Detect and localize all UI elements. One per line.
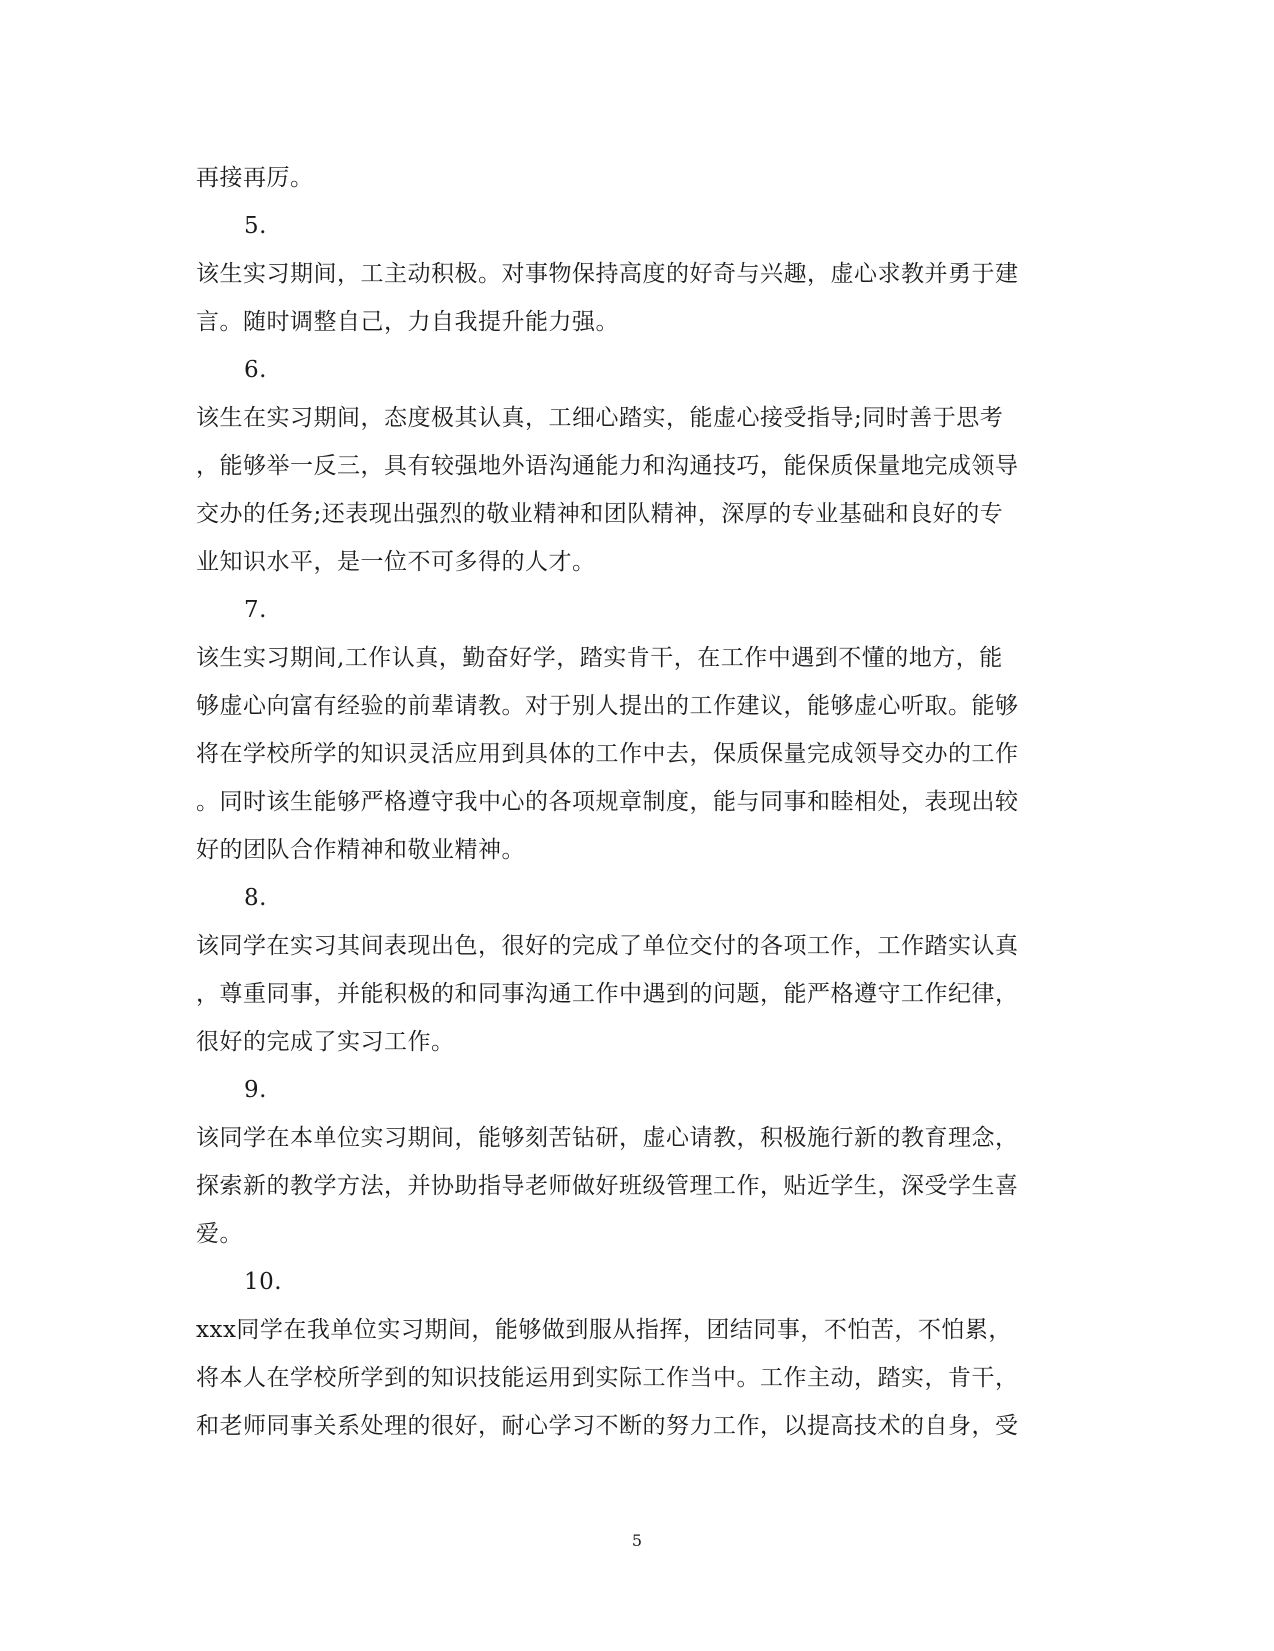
item-number: 8. [244, 885, 267, 911]
body-line: 好的团队合作精神和敬业精神。 [196, 837, 525, 863]
body-line: ，尊重同事，并能积极的和同事沟通工作中遇到的问题，能严格遵守工作纪律， [196, 981, 1019, 1007]
body-line: 够虚心向富有经验的前辈请教。对于别人提出的工作建议，能够虚心听取。能够 [196, 693, 1019, 719]
body-line: xxx同学在我单位实习期间，能够做到服从指挥，团结同事，不怕苦，不怕累， [196, 1317, 1012, 1343]
body-line: 将本人在学校所学到的知识技能运用到实际工作当中。工作主动，踏实，肯干， [196, 1365, 1019, 1391]
body-line: 言。随时调整自己，力自我提升能力强。 [196, 309, 619, 335]
item-number: 10. [244, 1269, 283, 1295]
body-line: 该生在实习期间，态度极其认真，工细心踏实，能虚心接受指导;同时善于思考 [196, 405, 1004, 431]
item-number: 9. [244, 1077, 267, 1103]
page-number: 5 [631, 1531, 643, 1550]
body-line: 再接再厉。 [196, 165, 314, 191]
body-line: 爱。 [196, 1221, 243, 1247]
item-number: 5. [244, 213, 267, 239]
body-line: 将在学校所学的知识灵活应用到具体的工作中去，保质保量完成领导交办的工作 [196, 741, 1019, 767]
body-line: 业知识水平，是一位不可多得的人才。 [196, 549, 596, 575]
body-line: 该生实习期间,工作认真，勤奋好学，踏实肯干，在工作中遇到不懂的地方，能 [196, 645, 1003, 671]
body-line: 该同学在实习其间表现出色，很好的完成了单位交付的各项工作，工作踏实认真 [196, 933, 1019, 959]
body-line: 该生实习期间，工主动积极。对事物保持高度的好奇与兴趣，虚心求教并勇于建 [196, 261, 1019, 287]
item-number: 7. [244, 597, 267, 623]
body-line: 探索新的教学方法，并协助指导老师做好班级管理工作，贴近学生，深受学生喜 [196, 1173, 1019, 1199]
body-line: 和老师同事关系处理的很好，耐心学习不断的努力工作，以提高技术的自身，受 [196, 1413, 1019, 1439]
document-body [196, 154, 1076, 1450]
body-line: 。同时该生能够严格遵守我中心的各项规章制度，能与同事和睦相处，表现出较 [196, 789, 1019, 815]
body-line: 该同学在本单位实习期间，能够刻苦钻研，虚心请教，积极施行新的教育理念， [196, 1125, 1019, 1151]
body-line: 很好的完成了实习工作。 [196, 1029, 455, 1055]
body-line: ，能够举一反三，具有较强地外语沟通能力和沟通技巧，能保质保量地完成领导 [196, 453, 1019, 479]
body-line: 交办的任务;还表现出强烈的敬业精神和团队精神，深厚的专业基础和良好的专 [196, 501, 1004, 527]
item-number: 6. [244, 357, 267, 383]
